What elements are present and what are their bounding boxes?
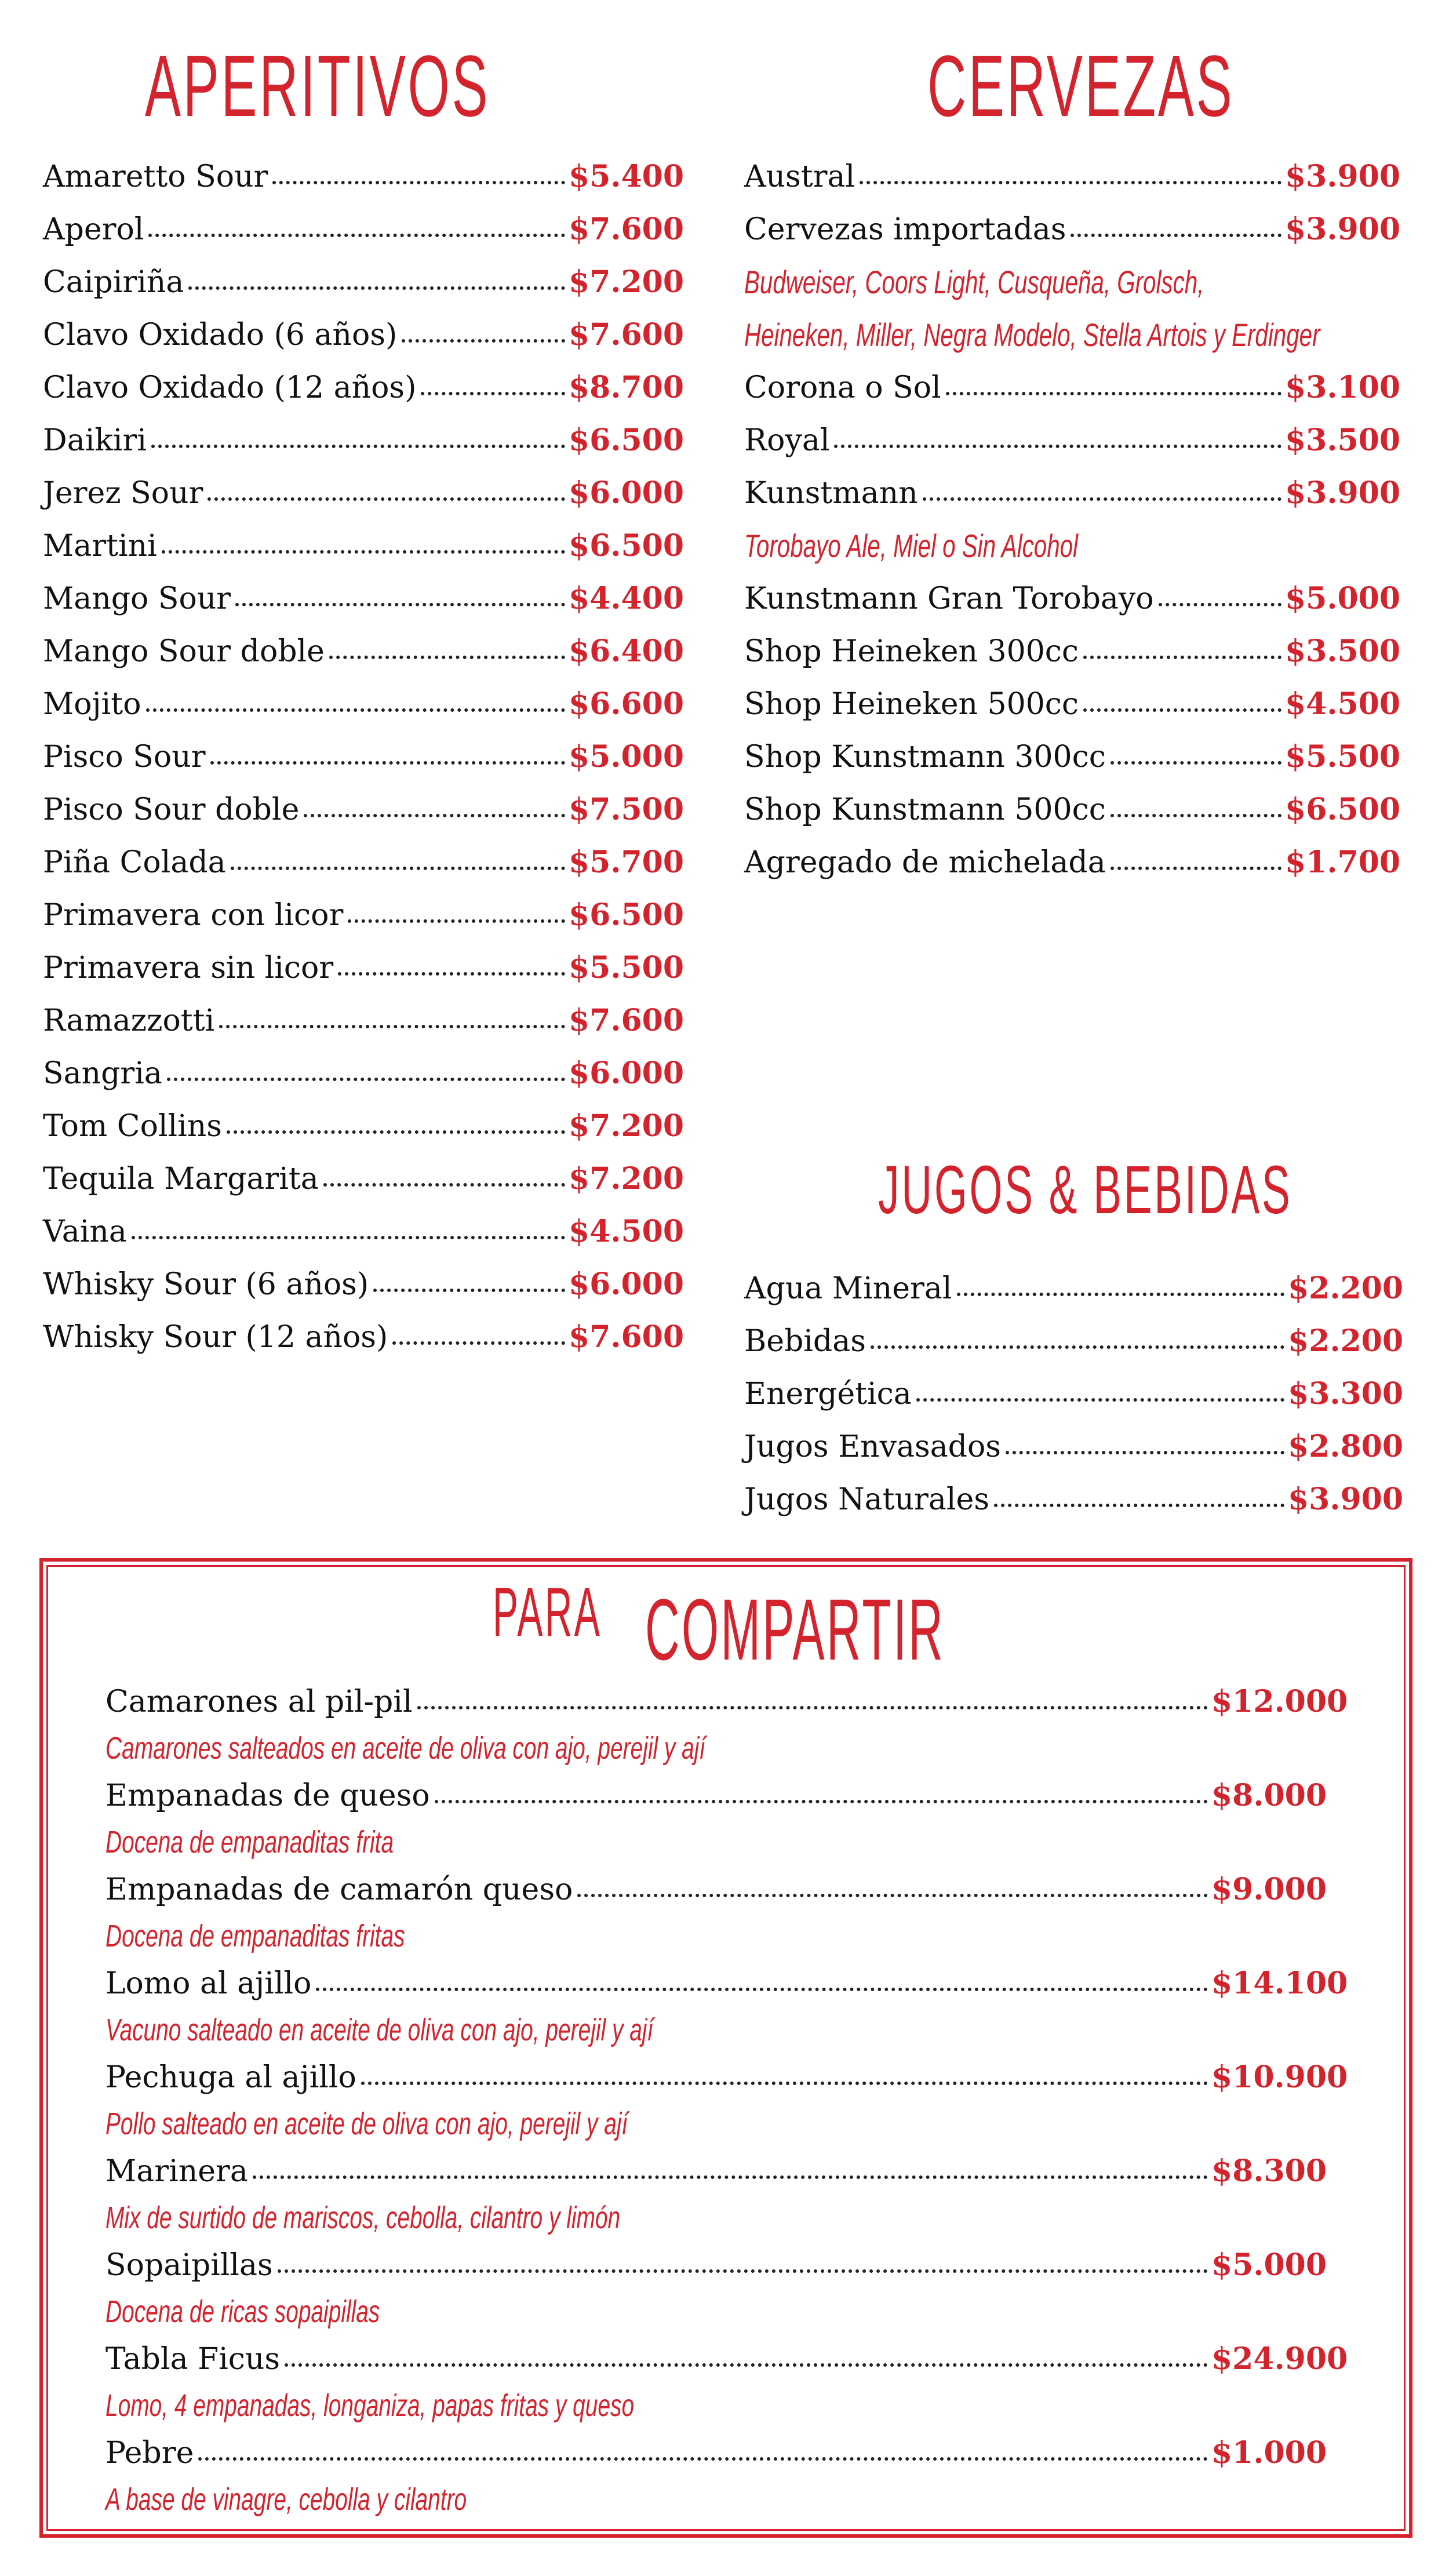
item-name: Agregado de michelada [744, 845, 1106, 880]
item-name: Lomo al ajillo [105, 1966, 312, 2001]
menu-item [43, 678, 685, 730]
menu-item [43, 572, 685, 625]
item-name: Empanadas de camarón queso [105, 1872, 573, 1907]
cervezas-list [744, 150, 1399, 889]
item-price: $5.000 [1285, 581, 1401, 616]
menu-item [744, 836, 1399, 889]
dotted-leader [338, 972, 565, 976]
menu-item [43, 1047, 685, 1100]
item-name: Bebidas [744, 1324, 866, 1359]
dotted-leader [361, 2082, 1208, 2085]
item-name: Tom Collins [43, 1109, 222, 1144]
dotted-leader [373, 1289, 565, 1292]
item-name: Primavera sin licor [43, 951, 334, 985]
item-price: $7.600 [569, 317, 685, 352]
dotted-leader [329, 656, 565, 659]
dotted-leader [1111, 867, 1281, 870]
menu-item [105, 1866, 1342, 1913]
item-price: $5.500 [1285, 739, 1401, 774]
item-description-text: Torobayo Ale, Miel o Sin Alcohol [744, 527, 1078, 564]
item-name: Kunstmann Gran Torobayo [744, 581, 1154, 616]
item-price: $7.600 [569, 1003, 685, 1038]
menu-item [105, 1772, 1342, 1819]
item-description [105, 2195, 1342, 2242]
dotted-leader [132, 1236, 565, 1239]
dotted-leader [151, 445, 565, 448]
item-price: $2.800 [1288, 1429, 1404, 1464]
item-description-text: Lomo, 4 empanadas, longaniza, papas fritas y queso [105, 2388, 635, 2423]
item-price: $5.700 [569, 845, 685, 880]
dotted-leader [323, 1183, 565, 1187]
menu-item [43, 256, 685, 308]
dotted-leader [923, 497, 1281, 501]
item-description [105, 1819, 1342, 1866]
item-description-text: Heineken, Miller, Negra Modelo, Stella Artois y Erdinger [744, 316, 1320, 353]
dotted-leader [1083, 656, 1281, 659]
item-name: Shop Heineken 300cc [744, 634, 1079, 669]
item-price: $6.600 [569, 686, 685, 722]
dotted-leader [916, 1398, 1284, 1402]
menu-item [43, 519, 685, 572]
menu-item [744, 361, 1399, 414]
item-price: $7.600 [569, 212, 685, 247]
menu-item [43, 150, 685, 203]
compartir-heading-big: COMPARTIR [645, 1581, 945, 1678]
item-price: $6.500 [1285, 792, 1401, 827]
item-name: Tabla Ficus [105, 2342, 281, 2377]
menu-item [43, 203, 685, 256]
menu-item [744, 467, 1399, 519]
item-price: $6.500 [569, 423, 685, 458]
aperitivos-heading: APERITIVOS [145, 37, 490, 134]
dotted-leader [1083, 708, 1281, 712]
item-price: $7.600 [569, 1319, 685, 1355]
item-name: Primavera con licor [43, 898, 344, 933]
item-name: Royal [744, 423, 830, 458]
dotted-leader [402, 339, 565, 343]
dotted-leader [435, 1800, 1208, 1803]
menu-item [43, 1205, 685, 1258]
menu-item [43, 414, 685, 467]
dotted-leader [188, 286, 565, 290]
dotted-leader [219, 1025, 565, 1028]
item-name: Pisco Sour [43, 740, 206, 774]
dotted-leader [316, 1988, 1208, 1991]
dotted-leader [253, 2175, 1208, 2179]
item-name: Shop Heineken 500cc [744, 687, 1079, 722]
item-name: Piña Colada [43, 845, 226, 880]
item-price: $3.900 [1288, 1482, 1404, 1517]
item-name: Shop Kunstmann 300cc [744, 740, 1106, 774]
item-name: Empanadas de queso [105, 1778, 430, 1813]
menu-item [744, 1315, 1404, 1367]
item-name: Marinera [105, 2154, 248, 2189]
item-name: Jugos Envasados [744, 1429, 1001, 1464]
item-name: Energética [744, 1377, 912, 1411]
item-price: $5.500 [569, 950, 685, 985]
compartir-list [105, 1678, 1348, 2523]
menu-item [43, 941, 685, 994]
dotted-leader [304, 814, 565, 817]
menu-item [43, 889, 685, 941]
menu-item [744, 1420, 1404, 1473]
dotted-leader [148, 234, 565, 237]
item-name: Pebre [105, 2436, 194, 2471]
item-price: $3.100 [1285, 370, 1401, 405]
item-price: $3.500 [1285, 634, 1401, 669]
dotted-leader [1111, 761, 1281, 765]
item-price: $8.700 [569, 370, 685, 405]
dotted-leader [210, 761, 565, 765]
dotted-leader [278, 2269, 1208, 2273]
item-name: Mango Sour [43, 581, 231, 616]
dotted-leader [227, 1130, 565, 1134]
item-description [105, 1725, 1342, 1772]
item-name: Cervezas importadas [744, 212, 1066, 247]
dotted-leader [577, 1894, 1208, 1897]
menu-item [43, 625, 685, 678]
menu-item [744, 572, 1399, 625]
dotted-leader [1159, 603, 1281, 606]
item-name: Tequila Margarita [43, 1162, 319, 1196]
item-price: $24.900 [1211, 2341, 1348, 2377]
item-price: $1.000 [1211, 2435, 1327, 2471]
dotted-leader [285, 2363, 1208, 2367]
item-description [105, 2288, 1342, 2335]
item-price: $9.000 [1211, 1872, 1327, 1907]
item-price: $10.900 [1211, 2060, 1348, 2095]
menu-item [744, 1367, 1404, 1420]
item-name: Daikiri [43, 423, 147, 458]
item-name: Sopaipillas [105, 2248, 273, 2283]
menu-item [744, 1473, 1404, 1526]
menu-item [43, 1258, 685, 1311]
item-description-text: Docena de ricas sopaipillas [105, 2294, 380, 2329]
dotted-leader [392, 1341, 565, 1345]
item-price: $6.000 [569, 475, 685, 511]
item-price: $6.500 [569, 897, 685, 933]
menu-item [43, 467, 685, 519]
item-description-text: Pollo salteado en aceite de oliva con ajo, perejil y ají [105, 2106, 628, 2141]
dotted-leader [167, 1078, 565, 1081]
item-name: Mango Sour doble [43, 634, 325, 669]
compartir-heading-small: PARA [493, 1573, 602, 1651]
item-name: Pechuga al ajillo [105, 2060, 356, 2095]
item-name: Vaina [43, 1214, 127, 1249]
menu-item [744, 783, 1399, 836]
menu-item [43, 730, 685, 783]
item-name: Austral [744, 159, 855, 194]
dotted-leader [421, 392, 565, 395]
dotted-leader [957, 1293, 1285, 1296]
menu-item [744, 678, 1399, 730]
menu-item [43, 308, 685, 361]
dotted-leader [834, 445, 1281, 448]
item-price: $3.900 [1285, 475, 1401, 511]
item-description [105, 2101, 1342, 2148]
menu-item [43, 994, 685, 1047]
aperitivos-list [43, 150, 685, 1363]
item-price: $7.200 [569, 1108, 685, 1144]
item-name: Agua Mineral [744, 1271, 952, 1306]
item-price: $3.900 [1285, 212, 1401, 247]
item-name: Sangria [43, 1056, 162, 1091]
dotted-leader [162, 550, 565, 554]
item-name: Aperol [43, 212, 144, 247]
item-price: $4.400 [569, 581, 685, 616]
menu-item [744, 1262, 1404, 1315]
dotted-leader [417, 1706, 1208, 1709]
item-price: $7.200 [569, 1161, 685, 1196]
menu-item [744, 203, 1399, 256]
item-price: $2.200 [1288, 1271, 1404, 1306]
menu-item [105, 2242, 1342, 2288]
menu-item [43, 1100, 685, 1152]
item-name: Ramazzotti [43, 1003, 215, 1038]
item-price: $2.200 [1288, 1323, 1404, 1359]
item-name: Pisco Sour doble [43, 792, 300, 827]
item-price: $14.100 [1211, 1966, 1348, 2001]
item-description [744, 308, 1399, 361]
item-price: $12.000 [1211, 1684, 1348, 1719]
item-price: $8.000 [1211, 1778, 1327, 1813]
item-description [744, 256, 1399, 308]
item-name: Corona o Sol [744, 370, 941, 405]
item-description-text: Camarones salteados en aceite de oliva con ajo, perejil y ají [105, 1731, 706, 1766]
menu-item [43, 783, 685, 836]
item-description-text: Docena de empanaditas frita [105, 1825, 394, 1860]
item-name: Shop Kunstmann 500cc [744, 792, 1106, 827]
item-name: Jugos Naturales [744, 1482, 989, 1517]
item-price: $8.300 [1211, 2153, 1327, 2189]
item-description-text: A base de vinagre, cebolla y cilantro [105, 2482, 467, 2517]
menu-item [744, 150, 1399, 203]
menu-item [43, 361, 685, 414]
menu-item [744, 730, 1399, 783]
item-name: Kunstmann [744, 476, 918, 511]
item-price: $3.900 [1285, 159, 1401, 194]
item-description [105, 2382, 1342, 2429]
menu-item [105, 1678, 1348, 1725]
item-description [105, 2007, 1342, 2054]
menu-item [105, 2429, 1342, 2476]
item-price: $3.300 [1288, 1376, 1404, 1411]
item-description-text: Budweiser, Coors Light, Cusqueña, Grolsch, [744, 264, 1204, 300]
item-price: $4.500 [569, 1214, 685, 1249]
menu-item [105, 1960, 1348, 2007]
item-price: $6.000 [569, 1056, 685, 1091]
item-name: Clavo Oxidado (6 años) [43, 318, 398, 352]
item-description [105, 1913, 1342, 1960]
item-name: Whisky Sour (6 años) [43, 1267, 369, 1302]
dotted-leader [272, 181, 565, 184]
dotted-leader [946, 392, 1281, 395]
item-description-text: Mix de surtido de mariscos, cebolla, cilantro y limón [105, 2200, 621, 2235]
dotted-leader [198, 2457, 1208, 2461]
dotted-leader [348, 919, 565, 923]
item-price: $5.000 [1211, 2247, 1327, 2283]
item-description-text: Vacuno salteado en aceite de oliva con ajo, perejil y ají [105, 2013, 654, 2047]
item-price: $6.000 [569, 1267, 685, 1302]
item-name: Mojito [43, 687, 141, 722]
jugos-heading: JUGOS & BEBIDAS [878, 1152, 1293, 1228]
item-price: $3.500 [1285, 423, 1401, 458]
item-description-text: Docena de empanaditas fritas [105, 1919, 405, 1953]
dotted-leader [1006, 1451, 1284, 1454]
jugos-list [744, 1262, 1404, 1526]
cervezas-heading: CERVEZAS [927, 37, 1235, 134]
item-price: $6.400 [569, 634, 685, 669]
dotted-leader [235, 603, 565, 606]
item-price: $7.500 [569, 792, 685, 827]
dotted-leader [1071, 234, 1281, 237]
item-name: Amaretto Sour [43, 159, 268, 194]
item-price: $5.400 [569, 159, 685, 194]
menu-item [105, 2148, 1342, 2195]
dotted-leader [871, 1345, 1284, 1349]
dotted-leader [994, 1504, 1284, 1507]
menu-item [105, 2054, 1348, 2101]
item-name: Jerez Sour [43, 476, 203, 511]
item-price: $7.200 [569, 264, 685, 300]
menu-item [744, 414, 1399, 467]
menu-item [43, 1311, 685, 1363]
menu-item [43, 836, 685, 889]
dotted-leader [1111, 814, 1281, 817]
item-description [744, 519, 1399, 572]
item-name: Clavo Oxidado (12 años) [43, 370, 417, 405]
item-price: $4.500 [1285, 686, 1401, 722]
item-name: Whisky Sour (12 años) [43, 1320, 388, 1355]
item-price: $1.700 [1285, 845, 1401, 880]
dotted-leader [207, 497, 565, 501]
item-price: $5.000 [569, 739, 685, 774]
menu-item [43, 1152, 685, 1205]
dotted-leader [860, 181, 1281, 184]
menu-item [105, 2335, 1348, 2382]
item-name: Martini [43, 529, 157, 563]
dotted-leader [231, 867, 565, 870]
item-description [105, 2476, 1342, 2523]
item-price: $6.500 [569, 528, 685, 563]
item-name: Caipiriña [43, 265, 184, 300]
menu-item [744, 625, 1399, 678]
item-name: Camarones al pil-pil [105, 1684, 413, 1719]
dotted-leader [146, 708, 565, 712]
